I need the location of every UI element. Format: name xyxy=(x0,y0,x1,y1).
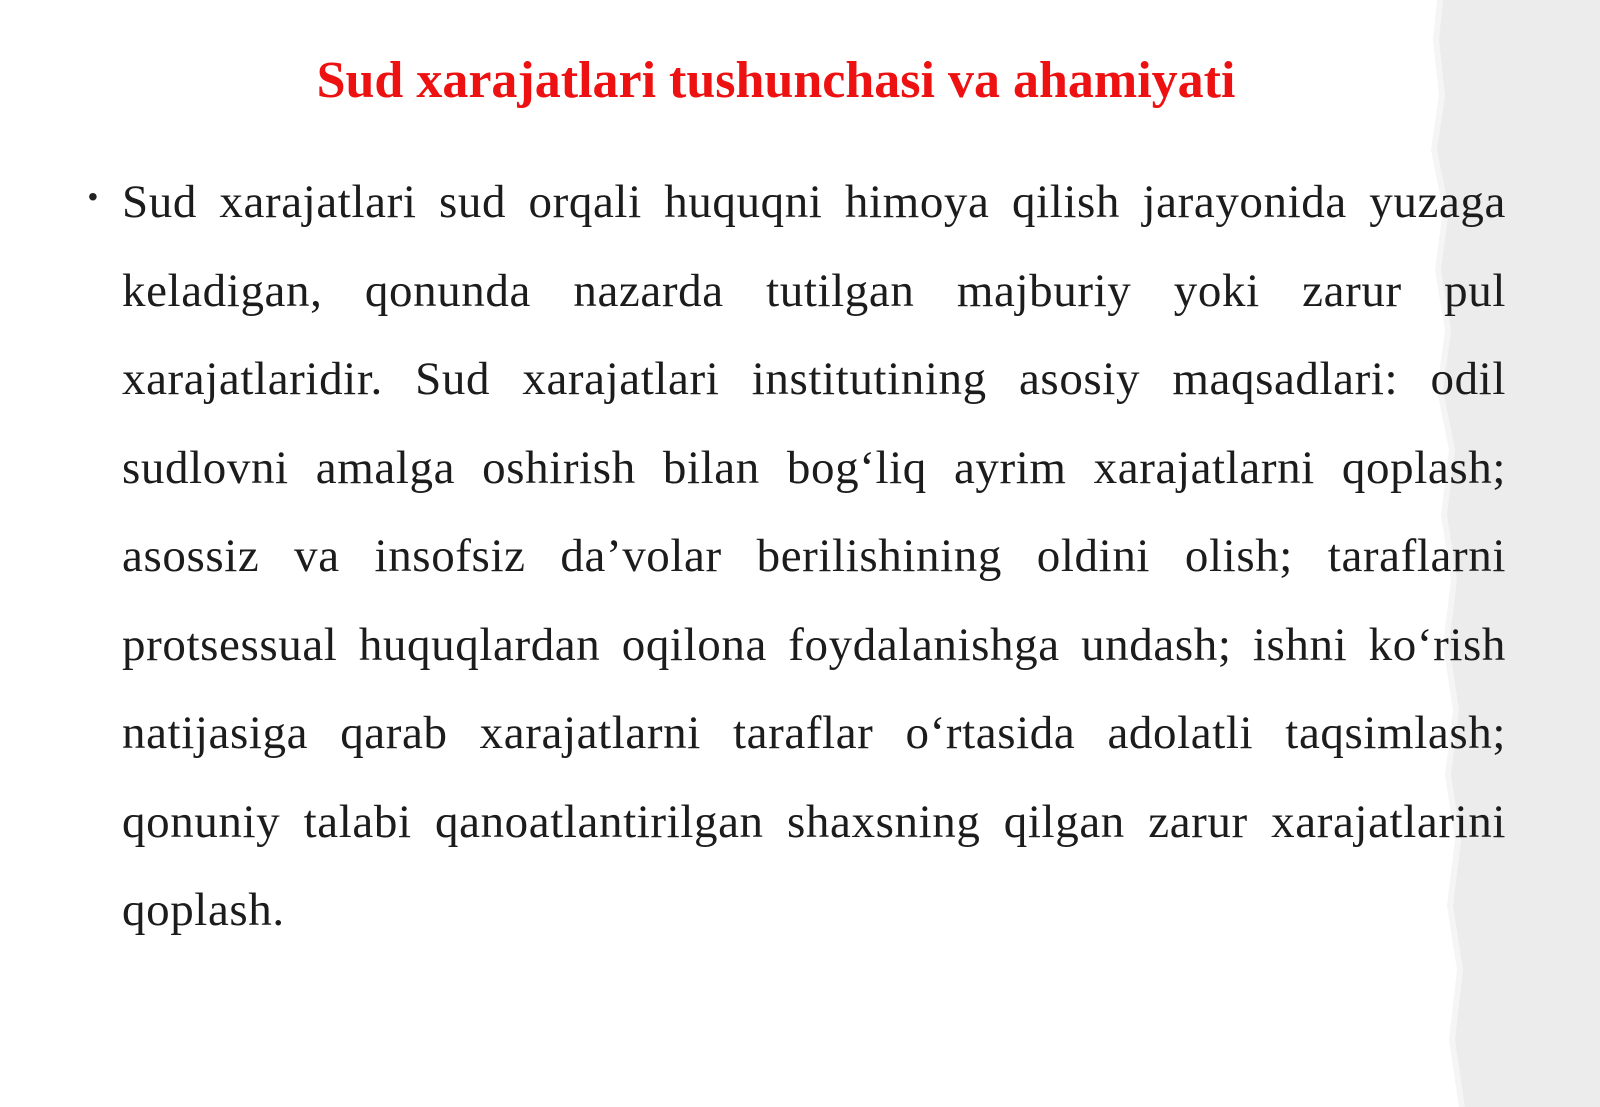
bullet-text: Sud xarajatlari sud orqali huquqni himoya qilish jarayonida yuzaga keladigan, qonunda nazarda tutilgan majburiy yoki zarur pul xarajatlaridir. Sud xarajatlari institutining asosiy maqsadlari: odil sudlovni amalga oshirish bilan bog‘liq ayrim xarajatlarni qoplash; asossiz va insofsiz da’volar berilishining oldini olish; taraflarni protsessual huquqlardan oqilona foydalanishga undash; ishni ko‘rish natijasiga qarab xarajatlarni taraflar o‘rtasida adolatli taqsimlash; qonuniy talabi qanoatlantirilgan shaxsning qilgan zarur xarajatlarini qoplash. xyxy=(122,176,1506,936)
bullet-item xyxy=(88,158,1506,955)
slide-title: Sud xarajatlari tushunchasi va ahamiyati xyxy=(316,52,1236,109)
bullet-dot-icon: • xyxy=(88,181,98,212)
bullet-list xyxy=(88,158,1506,955)
